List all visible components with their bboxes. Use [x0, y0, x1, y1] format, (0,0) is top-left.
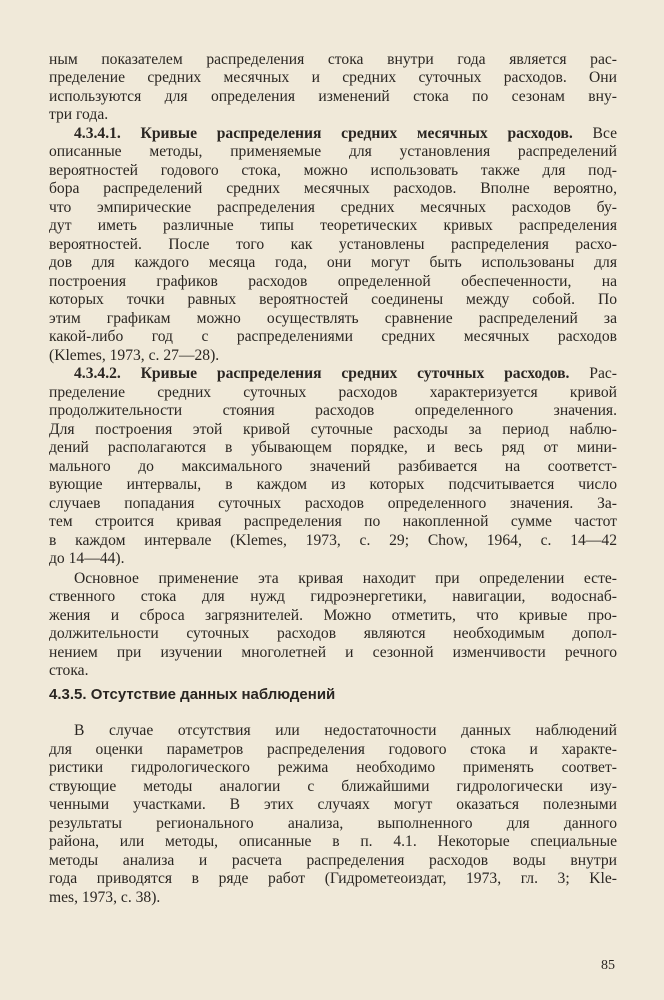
text-line: мального до максимального значений разбивается на соответст-	[49, 458, 617, 475]
text-line: построения графиков расходов определенной обеспеченности, на	[49, 273, 617, 290]
text-line: ным показателем распределения стока внутри года является рас-	[49, 51, 617, 68]
section-4342-first-line	[74, 365, 617, 383]
text-line: года приводятся в ряде работ (Гидрометеоиздат, 1973, гл. 3; Kle-	[49, 870, 617, 887]
text-line: которых точки равных вероятностей соединены между собой. По	[49, 291, 617, 308]
text-line: должительности суточных расходов являются необходимым допол-	[49, 625, 617, 642]
text-line: (Klemes, 1973, с. 27—28).	[49, 347, 220, 364]
text-line: методы анализа и расчета распределения расходов воды внутри	[49, 852, 617, 869]
text-line: этим графикам можно осуществлять сравнение распределений за	[49, 310, 617, 327]
text-line: жения и сброса загрязнителей. Можно отметить, что кривые про-	[49, 607, 617, 624]
text-line: нением при изучении многолетней и сезонной изменчивости речного	[49, 644, 617, 661]
section-4342-heading-tail: Рас-	[569, 365, 617, 382]
section-4341-heading: 4.3.4.1. Кривые распределения средних месячных расходов.	[74, 125, 573, 142]
text-line: вероятностей. После того как установлены распределения расхо-	[49, 236, 617, 253]
text-line: дов для каждого месяца года, они могут быть использованы для	[49, 254, 617, 271]
text-line: стока.	[49, 662, 89, 679]
text-line: продолжительности стояния расходов определенного значения.	[49, 402, 617, 419]
text-line: В случае отсутствия или недостаточности данных наблюдений	[74, 722, 617, 739]
text-line: до 14—44).	[49, 550, 125, 567]
text-line: вующие интервалы, в каждом из которых подсчитывается число	[49, 476, 617, 493]
text-line: описанные методы, применяемые для установления распределений	[49, 143, 617, 160]
text-line: три года.	[49, 106, 109, 123]
text-line: ственного стока для нужд гидроэнергетики, навигации, водоснаб-	[49, 588, 617, 605]
section-4341-first-line	[74, 125, 617, 143]
text-line: используются для определения изменений стока по сезонам вну-	[49, 88, 617, 105]
text-line: результаты регионального анализа, выполненного для данного	[49, 815, 617, 832]
text-line: какой-либо год с распределениями средних месячных расходов	[49, 328, 617, 345]
section-4342-heading: 4.3.4.2. Кривые распределения средних суточных расходов.	[74, 365, 570, 382]
text-line: бора распределений средних месячных расходов. Вполне вероятно,	[49, 180, 617, 197]
text-line: mes, 1973, с. 38).	[49, 889, 161, 906]
text-line: для оценки параметров распределения годового стока и характе-	[49, 741, 617, 758]
text-line: дений располагаются в убывающем порядке, и весь ряд от мини-	[49, 439, 617, 456]
page-number: 85	[601, 958, 615, 973]
text-line: вероятностей годового стока, можно использовать также для под-	[49, 162, 617, 179]
section-4341-heading-tail: Все	[572, 125, 617, 142]
text-line: Для построения этой кривой суточные расходы за период наблю-	[49, 421, 617, 438]
text-line: ченными участками. В этих случаях могут оказаться полезными	[49, 796, 617, 813]
text-line: случаев попадания суточных расходов определенного значения. За-	[49, 495, 617, 512]
text-line: Основное применение эта кривая находит при определении есте-	[74, 570, 617, 587]
text-line: ристики гидрологического режима необходимо применять соответ-	[49, 759, 617, 776]
section-435-heading: 4.3.5. Отсутствие данных наблюдений	[49, 686, 336, 703]
text-line: что эмпирические распределения средних месячных расходов бу-	[49, 199, 617, 216]
text-line: пределение средних суточных расходов характеризуется кривой	[49, 384, 617, 401]
text-line: тем строится кривая распределения по накопленной сумме частот	[49, 513, 617, 530]
text-line: района, или методы, описанные в п. 4.1. Некоторые специальные	[49, 833, 617, 850]
text-line: в каждом интервале (Klemes, 1973, с. 29; Chow, 1964, с. 14—42	[49, 532, 617, 549]
text-line: дут иметь различные типы теоретических кривых распределения	[49, 217, 617, 234]
text-line: ствующие методы аналогии с ближайшими гидрологически изу-	[49, 778, 617, 795]
text-line: пределение средних месячных и средних суточных расходов. Они	[49, 69, 617, 86]
